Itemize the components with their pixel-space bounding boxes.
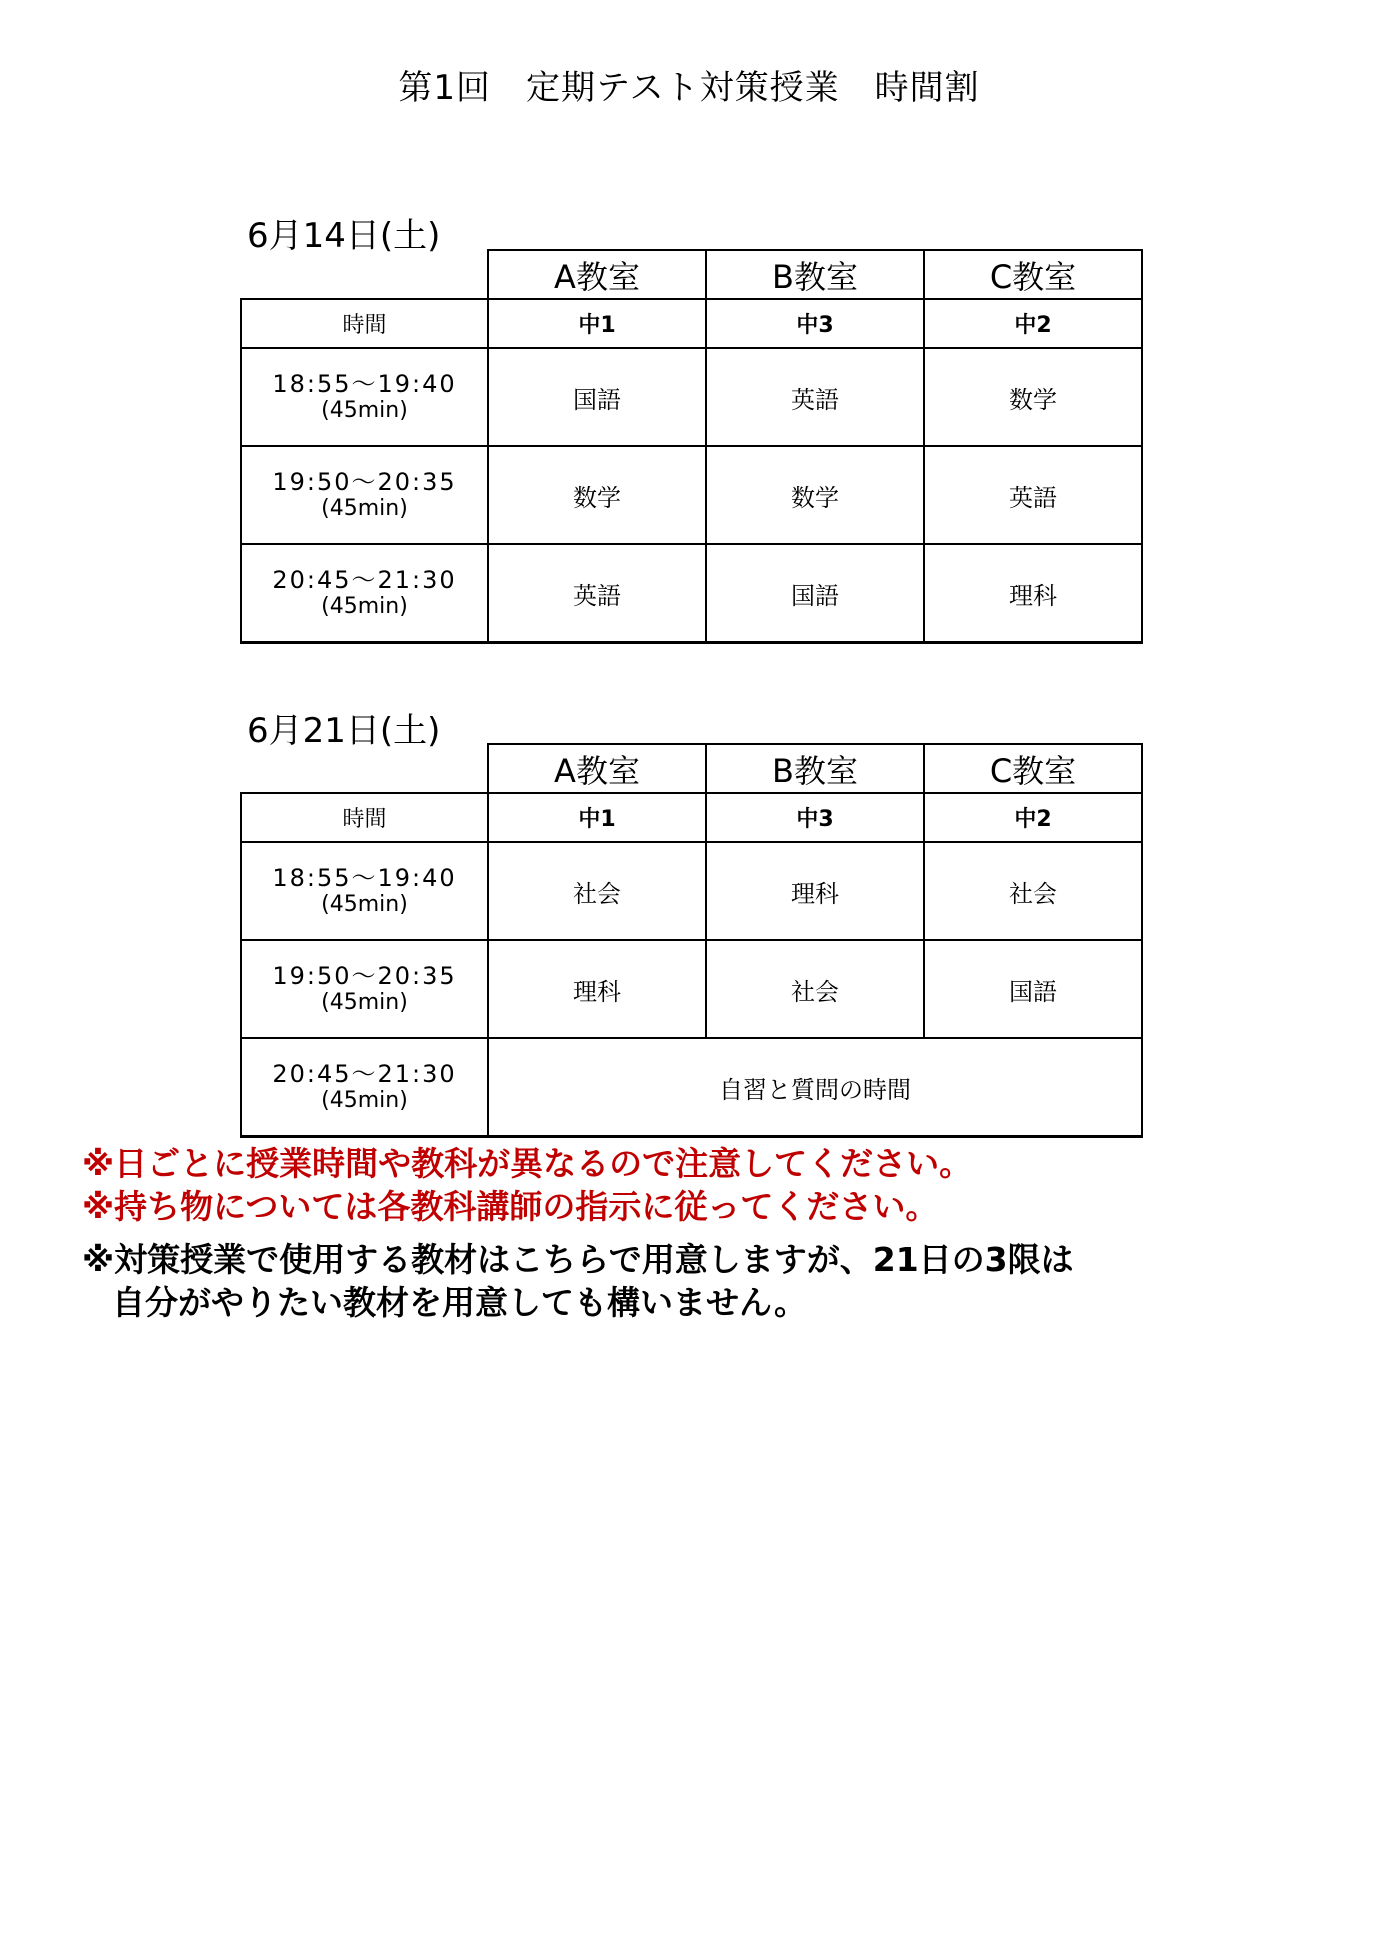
period-time-range: 19:50～20:35 (272, 468, 457, 496)
subject-cell: 社会 (924, 842, 1142, 940)
period-time-cell (241, 842, 488, 940)
period-duration: (45min) (321, 892, 408, 917)
period-time-cell (241, 1038, 488, 1137)
period-time-cell (241, 544, 488, 643)
blank-corner-cell (241, 744, 488, 793)
period-time-cell (241, 348, 488, 446)
subject-cell: 英語 (488, 544, 706, 643)
period-time-cell (241, 446, 488, 544)
period-duration: (45min) (321, 398, 408, 423)
document-title: 第1回 定期テスト対策授業 時間割 (398, 68, 980, 108)
subject-cell: 数学 (924, 348, 1142, 446)
note-black-2: 自分がやりたい教材を用意しても構いません。 (112, 1283, 807, 1322)
subject-cell: 社会 (706, 940, 924, 1038)
grade-header-b: 中3 (706, 299, 924, 348)
grade-header-b: 中3 (706, 793, 924, 842)
subject-cell: 英語 (924, 446, 1142, 544)
period-time-range: 20:45～21:30 (272, 566, 457, 594)
room-header-c: C教室 (924, 250, 1142, 299)
subject-cell: 理科 (706, 842, 924, 940)
self-study-merged-cell: 自習と質問の時間 (488, 1038, 1142, 1137)
subject-cell: 数学 (488, 446, 706, 544)
timetable-june-21 (240, 743, 1143, 1138)
time-column-header: 時間 (241, 793, 488, 842)
period-time-range: 18:55～19:40 (272, 864, 457, 892)
room-header-b: B教室 (706, 250, 924, 299)
period-time-range: 19:50～20:35 (272, 962, 457, 990)
room-header-c: C教室 (924, 744, 1142, 793)
subject-cell: 国語 (706, 544, 924, 643)
subject-cell: 国語 (488, 348, 706, 446)
subject-cell: 理科 (488, 940, 706, 1038)
period-time-range: 20:45～21:30 (272, 1060, 457, 1088)
note-black-1: ※対策授業で使用する教材はこちらで用意しますが、21日の3限は (82, 1240, 1074, 1279)
subject-cell: 社会 (488, 842, 706, 940)
grade-header-a: 中1 (488, 299, 706, 348)
grade-header-c: 中2 (924, 299, 1142, 348)
period-duration: (45min) (321, 594, 408, 619)
note-red-2: ※持ち物については各教科講師の指示に従ってください。 (82, 1187, 939, 1226)
time-column-header: 時間 (241, 299, 488, 348)
period-time-range: 18:55～19:40 (272, 370, 457, 398)
subject-cell: 国語 (924, 940, 1142, 1038)
subject-cell: 数学 (706, 446, 924, 544)
grade-header-c: 中2 (924, 793, 1142, 842)
timetable-june-14 (240, 249, 1143, 644)
grade-header-a: 中1 (488, 793, 706, 842)
room-header-a: A教室 (488, 250, 706, 299)
subject-cell: 英語 (706, 348, 924, 446)
schedule-date-label: 6月14日(土) (247, 216, 441, 256)
period-duration: (45min) (321, 1088, 408, 1113)
period-time-cell (241, 940, 488, 1038)
note-red-1: ※日ごとに授業時間や教科が異なるので注意してください。 (82, 1144, 973, 1183)
notes-section (82, 1142, 1342, 1324)
schedule-date-label: 6月21日(土) (247, 711, 441, 751)
blank-corner-cell (241, 250, 488, 299)
room-header-b: B教室 (706, 744, 924, 793)
period-duration: (45min) (321, 496, 408, 521)
subject-cell: 理科 (924, 544, 1142, 643)
period-duration: (45min) (321, 990, 408, 1015)
room-header-a: A教室 (488, 744, 706, 793)
